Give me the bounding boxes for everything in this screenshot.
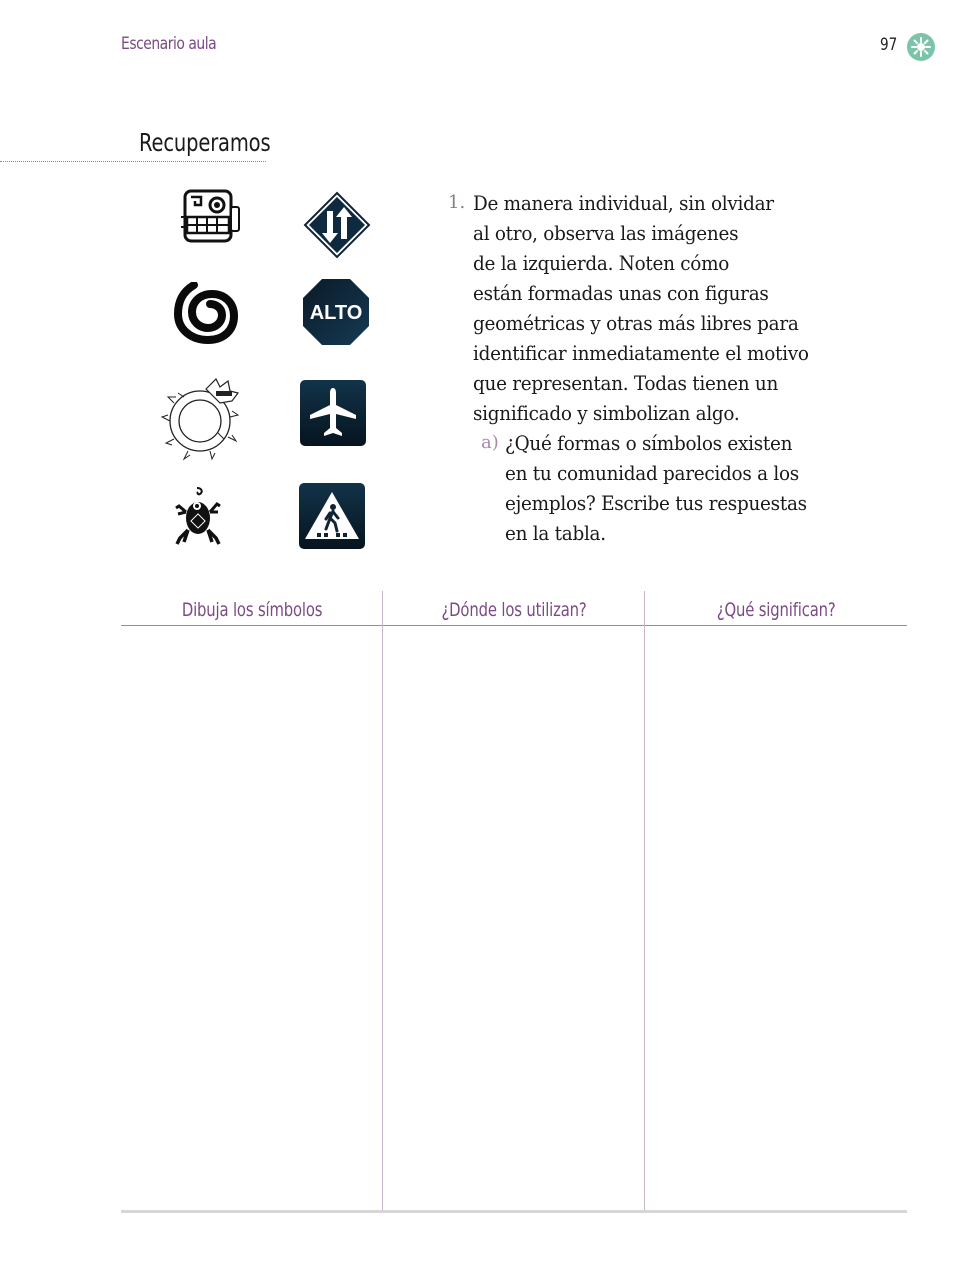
frog-glyph-icon (174, 486, 222, 546)
column-header-draw-symbols: Dibuja los símbolos (181, 599, 323, 621)
answer-cell-where[interactable] (383, 626, 644, 1210)
sub-item-label: a) (481, 432, 499, 453)
instruction-line: significado y simbolizan algo. (473, 401, 740, 425)
column-header-where-used: ¿Dónde los utilizan? (441, 599, 587, 621)
answer-cell-meaning[interactable] (645, 626, 907, 1210)
activity-instructions (448, 188, 828, 548)
running-head: Escenario aula (121, 34, 217, 54)
instruction-line: de la izquierda. Noten cómo (473, 251, 730, 275)
question-line: en tu comunidad parecidos a los (505, 461, 799, 485)
two-way-traffic-sign-icon (302, 190, 372, 260)
svg-text:ALTO: ALTO (309, 302, 363, 324)
instruction-line: al otro, observa las imágenes (473, 221, 739, 245)
instruction-line: que representan. Todas tienen un (473, 371, 779, 395)
column-header-meaning: ¿Qué significan? (716, 599, 836, 621)
page-number: 97 (880, 35, 898, 55)
airport-sign-icon (299, 379, 367, 447)
section-divider (0, 161, 266, 162)
sub-question (448, 428, 828, 548)
question-line: ¿Qué formas o símbolos existen (505, 431, 793, 455)
table-bottom-rule (121, 1210, 907, 1213)
sun-gear-badge-icon (907, 33, 935, 61)
answer-table (121, 591, 907, 1213)
pedestrian-crossing-sign-icon (298, 482, 366, 550)
section-title: Recuperamos (139, 128, 271, 157)
instruction-line: identificar inmediatamente el motivo (473, 341, 809, 365)
question-line: ejemplos? Escribe tus respuestas (505, 491, 807, 515)
aztec-glyph-icon (176, 186, 246, 248)
question-line: en la tabla. (505, 521, 606, 545)
item-number: 1. (448, 192, 466, 213)
ouroboros-serpent-icon (158, 372, 242, 466)
stop-sign-icon (302, 278, 370, 346)
instruction-line: De manera individual, sin olvidar (473, 191, 774, 215)
instruction-line: geométricas y otras más libres para (473, 311, 799, 335)
answer-cell-draw[interactable] (121, 626, 382, 1210)
spiral-serpent-icon (172, 282, 240, 344)
instruction-line: están formadas unas con figuras (473, 281, 769, 305)
